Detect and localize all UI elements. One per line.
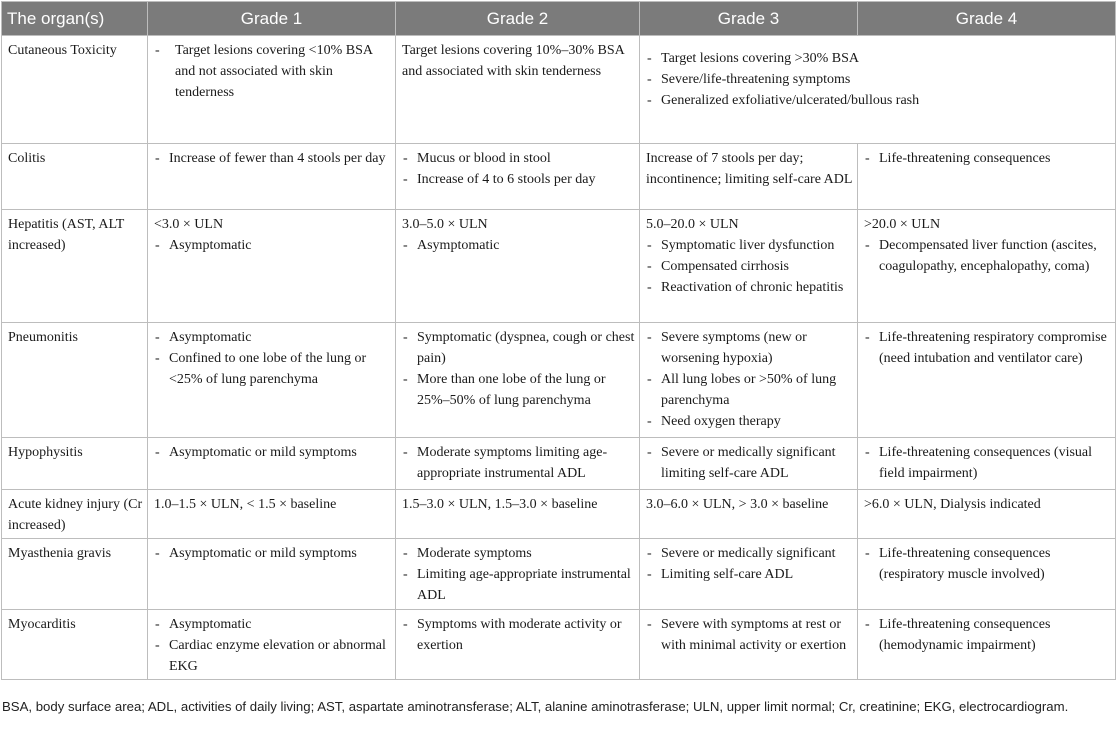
header-row [2,2,1116,36]
grade-3-cell [640,144,858,210]
header-organ: The organ(s) [2,2,148,36]
grade-2-cell [396,438,640,490]
list-item: - Asymptomatic [402,235,635,256]
criteria-list [864,235,1111,277]
cell-text: <3.0 × ULN [154,217,224,232]
cell-text: 3.0–6.0 × ULN, > 3.0 × baseline [646,497,829,512]
list-item: - Increase of 4 to 6 stools per day [402,169,635,190]
list-item: - Asymptomatic [154,614,391,635]
criteria-list [154,543,391,564]
criteria-list [402,614,635,656]
list-item: - Increase of fewer than 4 stools per day [154,148,391,169]
list-item: - Moderate symptoms limiting age-appropriate instrumental ADL [402,442,635,484]
list-item: - Limiting self-care ADL [646,564,853,585]
list-item: - Severe symptoms (new or worsening hypoxia) [646,327,853,369]
grade-1-cell [148,323,396,438]
list-item: - Limiting age-appropriate instrumental ADL [402,564,635,606]
criteria-list [402,327,635,411]
organ-cell: Colitis [2,144,148,210]
grade-4-cell [858,610,1116,680]
criteria-list [646,327,853,432]
grade-4-cell [858,210,1116,323]
list-item: - Moderate symptoms [402,543,635,564]
grade-2-cell [396,610,640,680]
criteria-list [646,48,1111,111]
criteria-list [646,614,853,656]
list-item: - Severe or medically significant limiting self-care ADL [646,442,853,484]
list-item: - Cardiac enzyme elevation or abnormal EKG [154,635,391,677]
grade-3-cell [640,323,858,438]
list-item: - Generalized exfoliative/ulcerated/bullous rash [646,90,1111,111]
list-item: - Need oxygen therapy [646,411,853,432]
header-grade-2: Grade 2 [396,2,640,36]
header-grade-1: Grade 1 [148,2,396,36]
grade-2-cell [396,323,640,438]
list-item: - Life-threatening consequences [864,148,1111,169]
criteria-list [646,442,853,484]
criteria-list [154,442,391,463]
grade-3-4-cell [640,36,1116,144]
grade-table [1,1,1116,680]
list-item: - Reactivation of chronic hepatitis [646,277,853,298]
table-row [2,323,1116,438]
header-grade-4: Grade 4 [858,2,1116,36]
grade-4-cell [858,539,1116,610]
criteria-list [402,543,635,606]
organ-cell: Hepatitis (AST, ALT increased) [2,210,148,323]
cell-text: >6.0 × ULN, Dialysis indicated [864,497,1041,512]
list-item: - Symptoms with moderate activity or exertion [402,614,635,656]
criteria-list [402,148,635,190]
cell-text: Increase of 7 stools per day; incontinence; limiting self-care ADL [646,151,853,187]
header-grade-3: Grade 3 [640,2,858,36]
list-item: - Target lesions covering >30% BSA [646,48,1111,69]
list-item: - Symptomatic liver dysfunction [646,235,853,256]
list-item: - Decompensated liver function (ascites, coagulopathy, encephalopathy, coma) [864,235,1111,277]
grade-4-cell [858,438,1116,490]
list-item: - Asymptomatic [154,235,391,256]
table-footnote: BSA, body surface area; ADL, activities of daily living; AST, aspartate aminotransferase; ALT, alanine aminotrasferase; ULN, upper limit normal; Cr, creatinine; EKG, electrocardiogram. [2,699,1069,714]
grade-1-cell [148,210,396,323]
organ-cell: Myocarditis [2,610,148,680]
list-item: - Life-threatening consequences (visual field impairment) [864,442,1111,484]
organ-cell: Pneumonitis [2,323,148,438]
criteria-list [864,327,1111,369]
grade-3-cell [640,539,858,610]
criteria-list [154,327,391,390]
list-item: - Asymptomatic or mild symptoms [154,543,391,564]
list-item: - Severe with symptoms at rest or with minimal activity or exertion [646,614,853,656]
grade-3-cell [640,610,858,680]
criteria-list [646,543,853,585]
list-item: - Target lesions covering <10% BSA and not associated with skin tenderness [154,40,391,103]
table-row [2,490,1116,539]
table-row [2,210,1116,323]
organ-cell: Hypophysitis [2,438,148,490]
grade-4-cell [858,323,1116,438]
cell-text: 1.5–3.0 × ULN, 1.5–3.0 × baseline [402,497,598,512]
grade-3-cell [640,438,858,490]
table-row [2,610,1116,680]
grade-1-cell [148,36,396,144]
cell-text: 5.0–20.0 × ULN [646,217,739,232]
list-item: - Asymptomatic or mild symptoms [154,442,391,463]
grade-4-cell [858,490,1116,539]
table-row [2,36,1116,144]
cell-text: Target lesions covering 10%–30% BSA and associated with skin tenderness [402,43,624,79]
list-item: - More than one lobe of the lung or 25%–50% of lung parenchyma [402,369,635,411]
cell-text: 3.0–5.0 × ULN [402,217,488,232]
list-item: - Confined to one lobe of the lung or <25% of lung parenchyma [154,348,391,390]
table-row [2,438,1116,490]
criteria-list [402,235,635,256]
criteria-list [154,235,391,256]
grade-4-cell [858,144,1116,210]
list-item: - Asymptomatic [154,327,391,348]
criteria-list [154,40,391,103]
grade-1-cell [148,539,396,610]
list-item: - Severe or medically significant [646,543,853,564]
grade-2-cell [396,210,640,323]
list-item: - Symptomatic (dyspnea, cough or chest pain) [402,327,635,369]
criteria-list [154,614,391,677]
organ-cell: Myasthenia gravis [2,539,148,610]
grade-2-cell [396,490,640,539]
criteria-list [864,148,1111,169]
table-row [2,539,1116,610]
list-item: - Life-threatening consequences (respiratory muscle involved) [864,543,1111,585]
list-item: - Mucus or blood in stool [402,148,635,169]
list-item: - Severe/life-threatening symptoms [646,69,1111,90]
list-item: - Life-threatening consequences (hemodynamic impairment) [864,614,1111,656]
criteria-list [646,235,853,298]
grade-1-cell [148,144,396,210]
criteria-list [402,442,635,484]
list-item: - Compensated cirrhosis [646,256,853,277]
grade-2-cell [396,144,640,210]
list-item: - All lung lobes or >50% of lung parenchyma [646,369,853,411]
grade-3-cell [640,210,858,323]
organ-cell: Cutaneous Toxicity [2,36,148,144]
grade-2-cell [396,36,640,144]
criteria-list [864,614,1111,656]
list-item: - Life-threatening respiratory compromise (need intubation and ventilator care) [864,327,1111,369]
grade-1-cell [148,438,396,490]
cell-text: 1.0–1.5 × ULN, < 1.5 × baseline [154,497,337,512]
criteria-list [864,442,1111,484]
table-row [2,144,1116,210]
cell-text: >20.0 × ULN [864,217,941,232]
organ-cell: Acute kidney injury (Cr increased) [2,490,148,539]
grade-1-cell [148,490,396,539]
grade-1-cell [148,610,396,680]
grade-3-cell [640,490,858,539]
criteria-list [864,543,1111,585]
grade-2-cell [396,539,640,610]
criteria-list [154,148,391,169]
